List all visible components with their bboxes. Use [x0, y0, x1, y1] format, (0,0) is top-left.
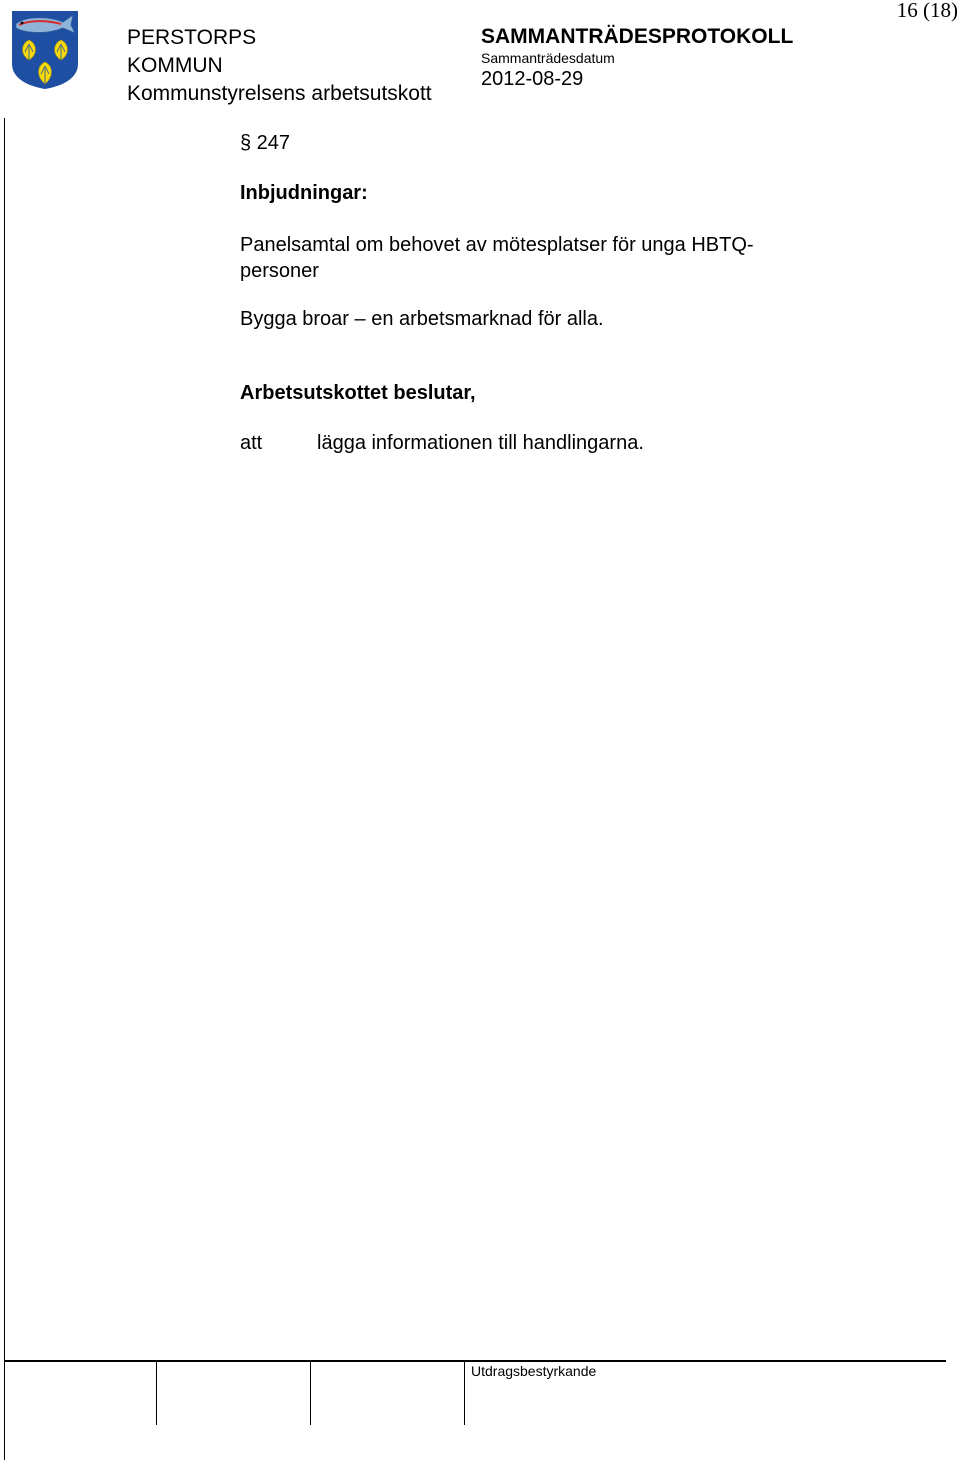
section-heading: Inbjudningar: — [240, 182, 368, 204]
protocol-title: SAMMANTRÄDESPROTOKOLL — [481, 25, 794, 48]
footer-rule — [4, 1360, 946, 1362]
extract-certification-label: Utdragsbestyrkande — [471, 1363, 597, 1379]
signature-box-divider-3 — [464, 1362, 465, 1425]
decision-row — [240, 432, 644, 455]
decision-text: lägga informationen till handlingarna. — [317, 432, 644, 454]
org-line-3: Kommunstyrelsens arbetsutskott — [127, 82, 432, 105]
org-line-1: PERSTORPS — [127, 26, 257, 49]
section-number: § 247 — [240, 132, 291, 154]
meeting-date: 2012-08-29 — [481, 68, 584, 90]
organization-name — [127, 24, 432, 108]
signature-box-divider-1 — [156, 1362, 157, 1425]
att-word: att — [240, 432, 263, 454]
signature-box-divider-2 — [310, 1362, 311, 1425]
perstorp-coat-of-arms-icon — [11, 10, 79, 90]
page-number: 16 (18) — [896, 0, 958, 22]
meeting-date-label: Sammanträdesdatum — [481, 50, 615, 66]
protocol-header — [481, 24, 793, 92]
decision-heading: Arbetsutskottet beslutar, — [240, 382, 476, 404]
invitation-item-2: Bygga broar – en arbetsmarknad för alla. — [240, 308, 604, 330]
left-margin-rule — [4, 118, 5, 1460]
org-line-2: KOMMUN — [127, 54, 223, 77]
invitation-item-1: Panelsamtal om behovet av mötesplatser för unga HBTQ-personer — [240, 234, 754, 282]
